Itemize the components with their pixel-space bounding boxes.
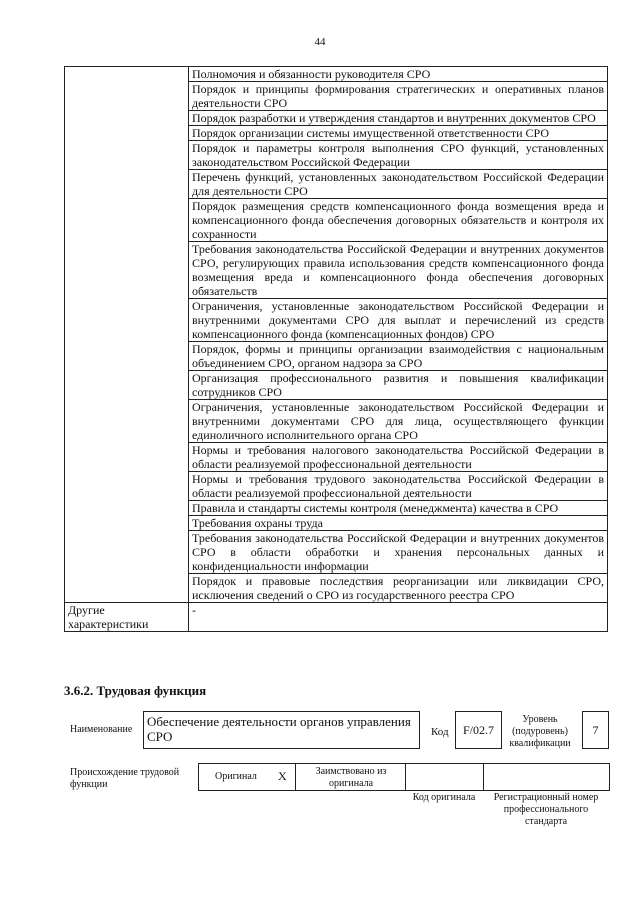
table-cell: Порядок и параметры контроля выполнения СРО функций, установленных законодательством Российской Федерации — [189, 141, 608, 170]
table-cell: Порядок и принципы формирования стратегических и оперативных планов деятельности СРО — [189, 82, 608, 111]
table-row — [65, 67, 608, 82]
table-cell: Порядок размещения средств компенсационного фонда возмещения вреда и компенсационного фонда обеспечения договорных обязательств и контроля их сохранности — [189, 199, 608, 242]
table-cell: Порядок организации системы имущественной ответственности СРО — [189, 126, 608, 141]
table-cell: Требования охраны труда — [189, 516, 608, 531]
knowledge-table — [64, 66, 608, 632]
other-characteristics-label: Другие характеристики — [65, 603, 189, 632]
other-characteristics-value: - — [189, 603, 608, 632]
table-cell: Требования законодательства Российской Федерации и внутренних документов СРО, регулирующих правила использования средств компенсационного фонда возмещения вреда и компенсационного фонда обеспечения договорных обязательств — [189, 242, 608, 299]
divider — [405, 764, 406, 790]
table-cell: Порядок разработки и утверждения стандартов и внутренних документов СРО — [189, 111, 608, 126]
level-value: 7 — [592, 723, 599, 737]
original-label: Оригинал — [215, 771, 257, 782]
table-cell: Полномочия и обязанности руководителя СРО — [189, 67, 608, 82]
reg-number-caption: Регистрационный номер профессионального стандарта — [493, 792, 599, 827]
section-title: 3.6.2. Трудовая функция — [64, 683, 207, 698]
other-characteristics-row — [65, 603, 608, 632]
original-code-cell — [483, 764, 484, 790]
table-cell: Правила и стандарты системы контроля (менеджмента) качества в СРО — [189, 501, 608, 516]
level-label: Уровень (подуровень) квалификации — [509, 714, 571, 749]
table-left-cell — [65, 67, 189, 603]
table-cell: Порядок и правовые последствия реорганизации или ликвидации СРО, исключения сведений о СРО из государственного реестра СРО — [189, 574, 608, 603]
name-label: Наименование — [70, 724, 133, 735]
divider — [295, 764, 296, 790]
code-label: Код — [431, 726, 449, 738]
table-cell: Ограничения, установленные законодательством Российской Федерации и внутренними документами СРО для лица, осуществляющего функции единоличного исполнительного органа СРО — [189, 400, 608, 443]
page-number: 44 — [314, 36, 326, 48]
code-value: F/02.7 — [462, 723, 494, 737]
borrowed-label: Заимствовано из оригинала — [315, 766, 387, 789]
table-cell: Перечень функций, установленных законодательством Российской Федерации для деятельности СРО — [189, 170, 608, 199]
origin-row — [198, 763, 610, 791]
table-cell: Нормы и требования трудового законодательства Российской Федерации в области реализуемой профессиональной деятельности — [189, 472, 608, 501]
table-cell: Требования законодательства Российской Федерации и внутренних документов СРО в области обработки и хранения персональных данных и конфиденциальности информации — [189, 531, 608, 574]
name-field — [143, 711, 420, 749]
table-cell: Порядок, формы и принципы организации взаимодействия с национальным объединением СРО, органом надзора за СРО — [189, 342, 608, 371]
name-value: Обеспечение деятельности органов управления СРО — [147, 714, 411, 744]
table-cell: Ограничения, установленные законодательством Российской Федерации и внутренними документами СРО для выплат и перечислений из средств компенсационного фонда (компенсационных фондов) СРО — [189, 299, 608, 342]
origin-label: Происхождение трудовой функции — [70, 767, 180, 790]
level-field — [582, 711, 609, 749]
table-cell: Организация профессионального развития и повышения квалификации сотрудников СРО — [189, 371, 608, 400]
original-mark: X — [278, 769, 287, 783]
original-code-caption: Код оригинала — [412, 792, 476, 803]
code-field — [455, 711, 502, 749]
table-cell: Нормы и требования налогового законодательства Российской Федерации в области реализуемой профессиональной деятельности — [189, 443, 608, 472]
